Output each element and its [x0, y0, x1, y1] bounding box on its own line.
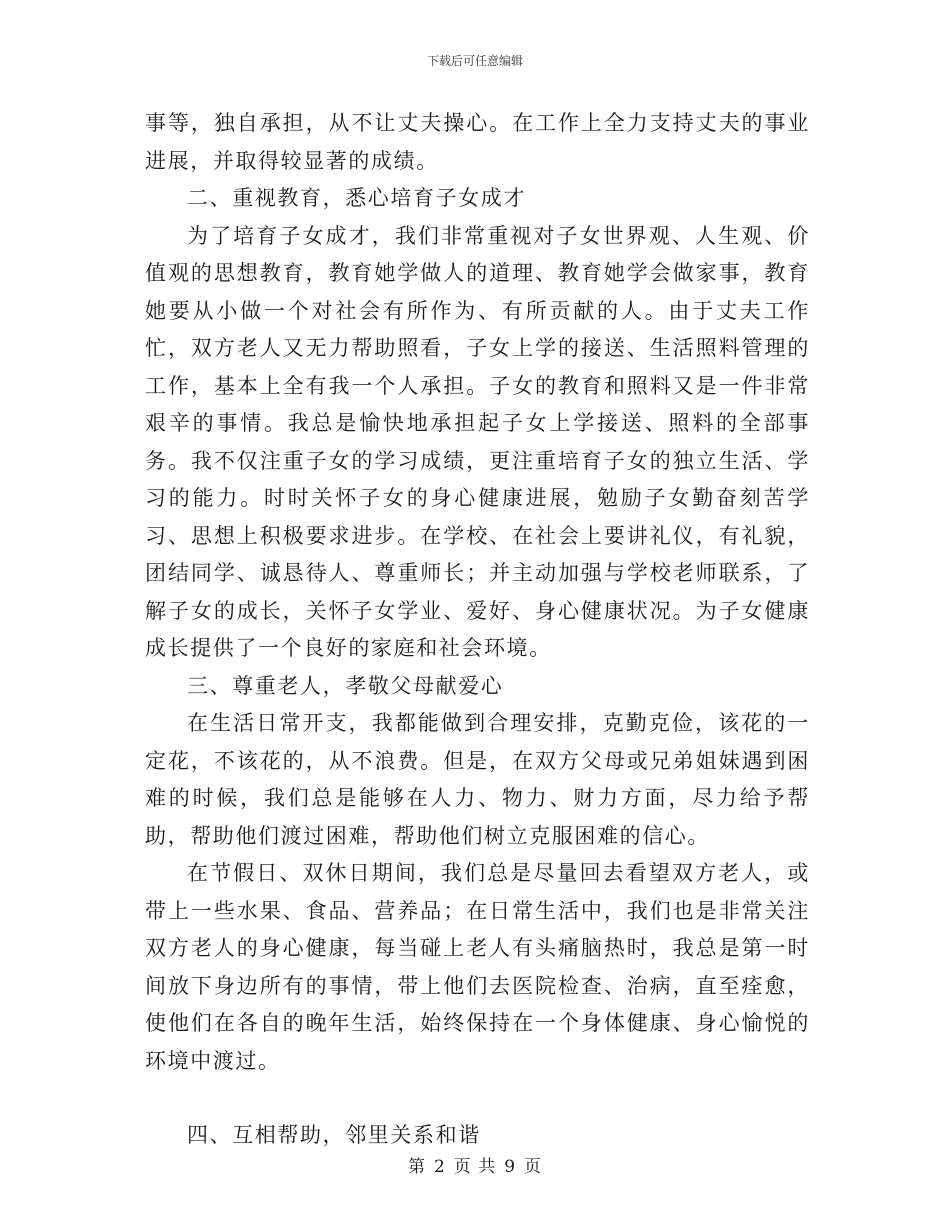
section-heading-3: 三、尊重老人，孝敬父母献爱心 — [187, 673, 504, 698]
paragraph-holidays: 在节假日、双休日期间，我们总是尽量回去看望双方老人，或带上一些水果、食品、营养品；在日常生活中，我们也是非常关注双方老人的身心健康，每当碰上老人有头痛脑热时，我总是第一时间放下身边所有的事情，带上他们去医院检查、治病，直至痊愈，使他们在各自的晚年生活，始终保持在一个身体健康、身心愉悦的环境中渡过。 — [145, 861, 810, 1073]
paragraph-education: 为了培育子女成才，我们非常重视对子女世界观、人生观、价值观的思想教育，教育她学做人的道理、教育她学会做家事，教育她要从小做一个对社会有所作为、有所贡献的人。由于丈夫工作忙，双方老人又无力帮助照看，子女上学的接送、生活照料管理的工作，基本上全有我一个人承担。子女的教育和照料又是一件非常艰辛的事情。我总是愉快地承担起子女上学接送、照料的全部事务。我不仅注重子女的学习成绩，更注重培育子女的独立生活、学习的能力。时时关怀子女的身心健康进展，勉励子女勤奋刻苦学习、思想上积极要求进步。在学校、在社会上要讲礼仪，有礼貌，团结同学、诚恳待人、尊重师长；并主动加强与学校老师联系，了解子女的成长，关怀子女学业、爱好、身心健康状况。为子女健康成长提供了一个良好的家庭和社会环境。 — [145, 223, 810, 660]
section-heading-4: 四、互相帮助，邻里关系和谐 — [187, 1123, 481, 1147]
paragraph-expenses: 在生活日常开支，我都能做到合理安排，克勤克俭，该花的一定花，不该花的，从不浪费。但是，在双方父母或兄弟姐妹遇到困难的时候，我们总是能够在人力、物力、财力方面，尽力给予帮助，帮助他们渡过困难，帮助他们树立克服困难的信心。 — [145, 711, 810, 848]
footer-middle: 页 共 — [453, 1157, 497, 1177]
page-header — [0, 52, 950, 69]
document-body — [145, 105, 810, 1155]
footer-suffix: 页 — [524, 1157, 543, 1177]
footer-prefix: 第 — [407, 1157, 426, 1177]
section-heading-2: 二、重视教育，悉心培育子女成才 — [187, 186, 526, 210]
footer-total-pages: 9 — [504, 1157, 517, 1177]
paragraph-continued: 事等，独自承担，从不让丈夫操心。在工作上全力支持丈夫的事业进展，并取得较显著的成绩。 — [145, 111, 810, 173]
footer-page-number: 2 — [433, 1157, 446, 1177]
header-text: 下载后可任意编辑 — [426, 54, 523, 68]
page-footer — [0, 1152, 950, 1177]
